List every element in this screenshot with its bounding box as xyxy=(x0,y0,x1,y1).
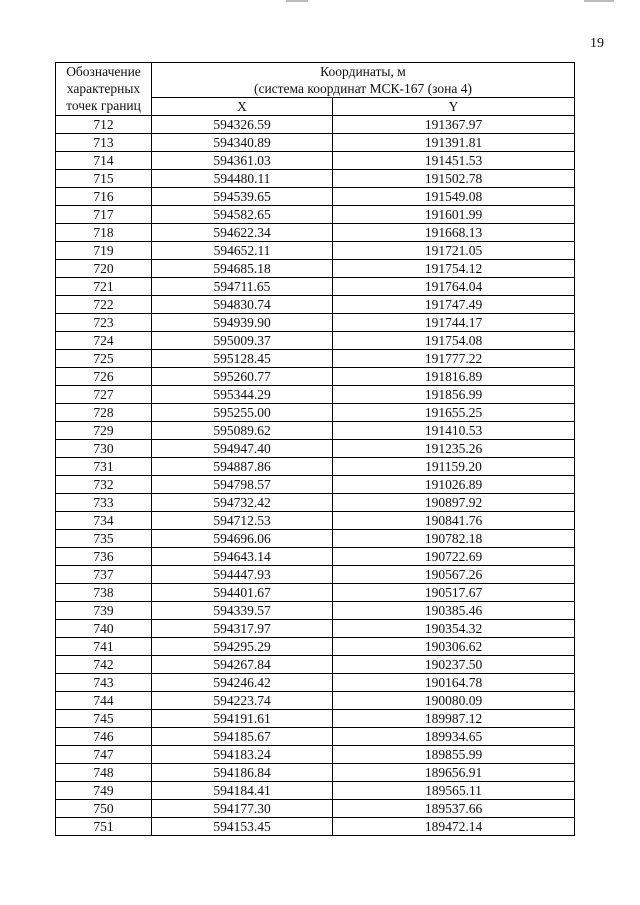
x-coordinate-cell: 594539.65 xyxy=(152,188,333,206)
x-coordinate-cell: 594712.53 xyxy=(152,512,333,530)
point-number-cell: 736 xyxy=(56,548,152,566)
x-coordinate-cell: 594326.59 xyxy=(152,116,333,134)
y-coordinate-cell: 190841.76 xyxy=(333,512,575,530)
y-coordinate-cell: 189987.12 xyxy=(333,710,575,728)
x-coordinate-cell: 594223.74 xyxy=(152,692,333,710)
y-coordinate-cell: 191754.12 xyxy=(333,260,575,278)
y-coordinate-cell: 191502.78 xyxy=(333,170,575,188)
y-coordinate-cell: 191816.89 xyxy=(333,368,575,386)
page-number: 19 xyxy=(590,36,604,51)
x-coordinate-cell: 594339.57 xyxy=(152,602,333,620)
x-coordinate-cell: 594830.74 xyxy=(152,296,333,314)
y-coordinate-cell: 191856.99 xyxy=(333,386,575,404)
point-number-cell: 720 xyxy=(56,260,152,278)
y-coordinate-cell: 191668.13 xyxy=(333,224,575,242)
point-number-cell: 734 xyxy=(56,512,152,530)
y-coordinate-cell: 191754.08 xyxy=(333,332,575,350)
x-coordinate-cell: 594401.67 xyxy=(152,584,333,602)
table-row xyxy=(56,386,575,404)
point-header-line2: характерных xyxy=(66,81,141,96)
coordinates-header xyxy=(152,63,575,98)
point-number-cell: 731 xyxy=(56,458,152,476)
point-number-cell: 722 xyxy=(56,296,152,314)
point-number-cell: 747 xyxy=(56,746,152,764)
y-coordinate-cell: 190782.18 xyxy=(333,530,575,548)
coordinates-header-line1: Координаты, м xyxy=(320,64,406,79)
y-coordinate-cell: 191655.25 xyxy=(333,404,575,422)
coordinates-table xyxy=(55,62,575,836)
table-row xyxy=(56,224,575,242)
table-row xyxy=(56,530,575,548)
point-number-cell: 726 xyxy=(56,368,152,386)
table-row xyxy=(56,458,575,476)
y-coordinate-cell: 189855.99 xyxy=(333,746,575,764)
x-coordinate-cell: 595255.00 xyxy=(152,404,333,422)
x-coordinate-cell: 594887.86 xyxy=(152,458,333,476)
y-coordinate-cell: 191601.99 xyxy=(333,206,575,224)
table-row xyxy=(56,782,575,800)
x-coordinate-cell: 595344.29 xyxy=(152,386,333,404)
x-coordinate-cell: 594696.06 xyxy=(152,530,333,548)
table-row xyxy=(56,692,575,710)
table-row xyxy=(56,584,575,602)
x-coordinate-cell: 594177.30 xyxy=(152,800,333,818)
y-coordinate-cell: 189565.11 xyxy=(333,782,575,800)
point-number-cell: 746 xyxy=(56,728,152,746)
y-coordinate-cell: 191367.97 xyxy=(333,116,575,134)
table-row xyxy=(56,494,575,512)
point-number-cell: 713 xyxy=(56,134,152,152)
y-coordinate-cell: 189934.65 xyxy=(333,728,575,746)
x-column-header: X xyxy=(152,98,333,116)
table-row xyxy=(56,764,575,782)
point-number-cell: 735 xyxy=(56,530,152,548)
table-row xyxy=(56,170,575,188)
x-coordinate-cell: 594732.42 xyxy=(152,494,333,512)
table-row xyxy=(56,188,575,206)
y-coordinate-cell: 190567.26 xyxy=(333,566,575,584)
point-number-cell: 724 xyxy=(56,332,152,350)
y-coordinate-cell: 191159.20 xyxy=(333,458,575,476)
coordinates-header-line2: (система координат МСК-167 (зона 4) xyxy=(253,81,473,96)
y-coordinate-cell: 190306.62 xyxy=(333,638,575,656)
table-row xyxy=(56,368,575,386)
table-row xyxy=(56,818,575,836)
point-number-cell: 712 xyxy=(56,116,152,134)
y-coordinate-cell: 189472.14 xyxy=(333,818,575,836)
table-body xyxy=(56,116,575,836)
y-coordinate-cell: 191764.04 xyxy=(333,278,575,296)
scan-mark-left xyxy=(286,0,308,2)
y-coordinate-cell: 190237.50 xyxy=(333,656,575,674)
table-row xyxy=(56,422,575,440)
table-row xyxy=(56,206,575,224)
point-number-cell: 721 xyxy=(56,278,152,296)
table-row xyxy=(56,638,575,656)
y-coordinate-cell: 191026.89 xyxy=(333,476,575,494)
x-coordinate-cell: 594317.97 xyxy=(152,620,333,638)
point-header-line1: Обозначение xyxy=(66,64,141,79)
table-row xyxy=(56,710,575,728)
point-number-cell: 715 xyxy=(56,170,152,188)
y-coordinate-cell: 190164.78 xyxy=(333,674,575,692)
table-row xyxy=(56,620,575,638)
table-row xyxy=(56,242,575,260)
y-coordinate-cell: 190897.92 xyxy=(333,494,575,512)
table-row xyxy=(56,152,575,170)
table-row xyxy=(56,674,575,692)
point-number-cell: 738 xyxy=(56,584,152,602)
x-coordinate-cell: 594447.93 xyxy=(152,566,333,584)
x-coordinate-cell: 595089.62 xyxy=(152,422,333,440)
y-coordinate-cell: 190354.32 xyxy=(333,620,575,638)
table-row xyxy=(56,440,575,458)
x-coordinate-cell: 594246.42 xyxy=(152,674,333,692)
y-coordinate-cell: 190722.69 xyxy=(333,548,575,566)
point-number-cell: 716 xyxy=(56,188,152,206)
point-number-cell: 717 xyxy=(56,206,152,224)
table-row xyxy=(56,602,575,620)
y-column-header: Y xyxy=(333,98,575,116)
point-number-cell: 744 xyxy=(56,692,152,710)
x-coordinate-cell: 594798.57 xyxy=(152,476,333,494)
table-row xyxy=(56,800,575,818)
table-row xyxy=(56,116,575,134)
x-coordinate-cell: 594652.11 xyxy=(152,242,333,260)
y-coordinate-cell: 191747.49 xyxy=(333,296,575,314)
point-number-cell: 750 xyxy=(56,800,152,818)
table-row xyxy=(56,566,575,584)
x-coordinate-cell: 594153.45 xyxy=(152,818,333,836)
point-number-cell: 730 xyxy=(56,440,152,458)
table-row xyxy=(56,548,575,566)
point-number-cell: 745 xyxy=(56,710,152,728)
x-coordinate-cell: 594947.40 xyxy=(152,440,333,458)
y-coordinate-cell: 191721.05 xyxy=(333,242,575,260)
x-coordinate-cell: 594267.84 xyxy=(152,656,333,674)
table-row xyxy=(56,350,575,368)
point-number-cell: 718 xyxy=(56,224,152,242)
scan-mark-right xyxy=(584,0,614,2)
y-coordinate-cell: 190080.09 xyxy=(333,692,575,710)
point-number-cell: 739 xyxy=(56,602,152,620)
x-coordinate-cell: 595260.77 xyxy=(152,368,333,386)
y-coordinate-cell: 189537.66 xyxy=(333,800,575,818)
x-coordinate-cell: 594480.11 xyxy=(152,170,333,188)
table-row xyxy=(56,656,575,674)
x-coordinate-cell: 594622.34 xyxy=(152,224,333,242)
y-coordinate-cell: 189656.91 xyxy=(333,764,575,782)
x-coordinate-cell: 594185.67 xyxy=(152,728,333,746)
point-number-cell: 749 xyxy=(56,782,152,800)
point-number-cell: 751 xyxy=(56,818,152,836)
x-coordinate-cell: 594340.89 xyxy=(152,134,333,152)
y-coordinate-cell: 191451.53 xyxy=(333,152,575,170)
table-row xyxy=(56,296,575,314)
y-coordinate-cell: 191410.53 xyxy=(333,422,575,440)
point-number-cell: 714 xyxy=(56,152,152,170)
x-coordinate-cell: 594939.90 xyxy=(152,314,333,332)
y-coordinate-cell: 191549.08 xyxy=(333,188,575,206)
table-row xyxy=(56,746,575,764)
point-number-cell: 733 xyxy=(56,494,152,512)
point-number-cell: 729 xyxy=(56,422,152,440)
y-coordinate-cell: 191777.22 xyxy=(333,350,575,368)
point-number-cell: 728 xyxy=(56,404,152,422)
x-coordinate-cell: 594685.18 xyxy=(152,260,333,278)
point-number-cell: 725 xyxy=(56,350,152,368)
table-row xyxy=(56,332,575,350)
x-coordinate-cell: 594361.03 xyxy=(152,152,333,170)
point-number-cell: 719 xyxy=(56,242,152,260)
table-row xyxy=(56,512,575,530)
table-row xyxy=(56,404,575,422)
table-row xyxy=(56,278,575,296)
y-coordinate-cell: 191744.17 xyxy=(333,314,575,332)
x-coordinate-cell: 594711.65 xyxy=(152,278,333,296)
y-coordinate-cell: 191235.26 xyxy=(333,440,575,458)
x-coordinate-cell: 595009.37 xyxy=(152,332,333,350)
x-coordinate-cell: 594191.61 xyxy=(152,710,333,728)
table-row xyxy=(56,134,575,152)
point-number-cell: 737 xyxy=(56,566,152,584)
point-number-cell: 741 xyxy=(56,638,152,656)
x-coordinate-cell: 594183.24 xyxy=(152,746,333,764)
x-coordinate-cell: 594184.41 xyxy=(152,782,333,800)
x-coordinate-cell: 594295.29 xyxy=(152,638,333,656)
point-number-cell: 727 xyxy=(56,386,152,404)
table-row xyxy=(56,314,575,332)
y-coordinate-cell: 190517.67 xyxy=(333,584,575,602)
point-number-cell: 723 xyxy=(56,314,152,332)
x-coordinate-cell: 594582.65 xyxy=(152,206,333,224)
point-number-cell: 732 xyxy=(56,476,152,494)
point-number-cell: 748 xyxy=(56,764,152,782)
point-designation-header xyxy=(56,63,152,116)
x-coordinate-cell: 595128.45 xyxy=(152,350,333,368)
y-coordinate-cell: 190385.46 xyxy=(333,602,575,620)
y-coordinate-cell: 191391.81 xyxy=(333,134,575,152)
point-number-cell: 740 xyxy=(56,620,152,638)
table-row xyxy=(56,260,575,278)
table-row xyxy=(56,476,575,494)
x-coordinate-cell: 594186.84 xyxy=(152,764,333,782)
table-row xyxy=(56,728,575,746)
point-number-cell: 743 xyxy=(56,674,152,692)
point-number-cell: 742 xyxy=(56,656,152,674)
table-header xyxy=(56,63,575,116)
x-coordinate-cell: 594643.14 xyxy=(152,548,333,566)
point-header-line3: точек границ xyxy=(66,98,141,113)
